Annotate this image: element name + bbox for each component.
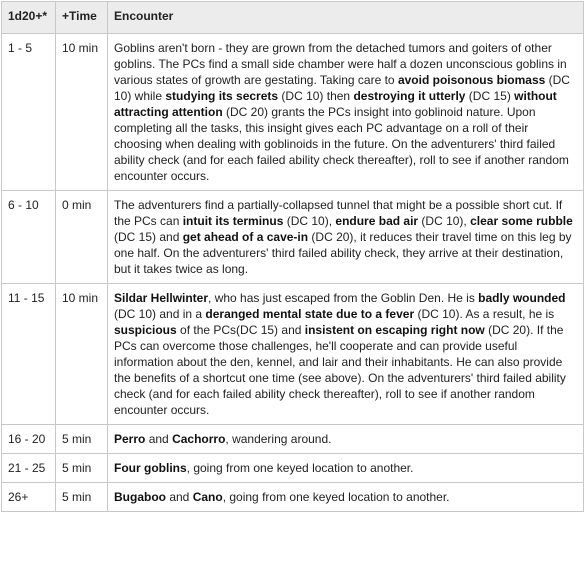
bold-phrase: insistent on escaping right now bbox=[304, 323, 485, 337]
text-run: , wandering around. bbox=[225, 432, 332, 446]
roll-cell: 26+ bbox=[2, 483, 56, 512]
text-run: and bbox=[166, 490, 193, 504]
encounter-cell bbox=[108, 454, 584, 483]
roll-cell: 16 - 20 bbox=[2, 425, 56, 454]
header-encounter: Encounter bbox=[108, 2, 584, 34]
bold-phrase: without attracting attention bbox=[114, 89, 557, 119]
text-run: of the PCs(DC 15) and bbox=[176, 323, 305, 337]
table-row bbox=[2, 191, 584, 284]
time-cell: 5 min bbox=[56, 425, 108, 454]
bold-phrase: clear some rubble bbox=[470, 214, 573, 228]
text-run: and bbox=[145, 432, 173, 446]
text-run: (DC 10) then bbox=[278, 89, 354, 103]
encounter-cell bbox=[108, 425, 584, 454]
bold-phrase: intuit its terminus bbox=[182, 214, 284, 228]
encounter-cell bbox=[108, 483, 584, 512]
text-run: (DC 15) bbox=[465, 89, 515, 103]
text-run: (DC 10), bbox=[283, 214, 336, 228]
header-time: +Time bbox=[56, 2, 108, 34]
text-run: , who has just escaped from the Goblin Den. He is bbox=[208, 291, 479, 305]
encounter-cell bbox=[108, 34, 584, 191]
text-run: , going from one keyed location to another. bbox=[222, 490, 450, 504]
bold-phrase: Perro bbox=[114, 432, 146, 446]
text-run: (DC 10), bbox=[418, 214, 471, 228]
time-cell: 5 min bbox=[56, 483, 108, 512]
bold-phrase: studying its secrets bbox=[165, 89, 279, 103]
bold-phrase: avoid poisonous biomass bbox=[397, 73, 546, 87]
text-run: The adventurers find a partially-collapsed tunnel that might be a possible short cut. If the PCs can bbox=[114, 198, 563, 228]
bold-phrase: endure bad air bbox=[335, 214, 419, 228]
text-run: (DC 20), it reduces their travel time on this leg by one half. On the adventurers' third failed ability check, they arrive at their destination, but it takes twice as long. bbox=[114, 230, 572, 276]
table-row bbox=[2, 483, 584, 512]
text-run: , going from one keyed location to another. bbox=[186, 461, 414, 475]
bold-phrase: destroying it utterly bbox=[353, 89, 466, 103]
time-cell: 10 min bbox=[56, 34, 108, 191]
text-run: (DC 10) while bbox=[114, 73, 570, 103]
text-run: (DC 20) grants the PCs insight into goblinoid nature. Upon completing all the tasks, this insight gives each PC advantage on a roll of their choosing when dealing with goblinoids in the future. On the adventurers' third failed ability check (and for each failed ability check thereafter), roll to see if another random encounter occurs. bbox=[114, 105, 569, 183]
roll-cell: 21 - 25 bbox=[2, 454, 56, 483]
time-cell: 5 min bbox=[56, 454, 108, 483]
bold-phrase: badly wounded bbox=[478, 291, 566, 305]
bold-phrase: deranged mental state due to a fever bbox=[205, 307, 415, 321]
table-row bbox=[2, 454, 584, 483]
header-row bbox=[2, 2, 584, 34]
time-cell: 0 min bbox=[56, 191, 108, 284]
encounter-cell bbox=[108, 284, 584, 425]
text-run: (DC 15) and bbox=[114, 230, 183, 244]
bold-phrase: suspicious bbox=[114, 323, 177, 337]
text-run: (DC 10) and in a bbox=[114, 307, 206, 321]
table-row bbox=[2, 34, 584, 191]
encounter-cell bbox=[108, 191, 584, 284]
roll-cell: 1 - 5 bbox=[2, 34, 56, 191]
header-roll: 1d20+* bbox=[2, 2, 56, 34]
bold-phrase: get ahead of a cave-in bbox=[182, 230, 309, 244]
bold-phrase: Cano bbox=[192, 490, 223, 504]
text-run: (DC 20). If the PCs can overcome those challenges, he'll cooperate and can provide useful information about the den, kennel, and lair and their inhabitants. He can also provide the benefits of a shortcut one time (see above). On the adventurers' third failed ability check (and for each failed ability check thereafter), roll to see if another random encounter occurs. bbox=[114, 323, 566, 417]
roll-cell: 6 - 10 bbox=[2, 191, 56, 284]
table-row bbox=[2, 425, 584, 454]
bold-phrase: Four goblins bbox=[114, 461, 187, 475]
table-row bbox=[2, 284, 584, 425]
text-run: (DC 10). As a result, he is bbox=[414, 307, 555, 321]
bold-phrase: Cachorro bbox=[172, 432, 226, 446]
bold-phrase: Bugaboo bbox=[114, 490, 166, 504]
roll-cell: 11 - 15 bbox=[2, 284, 56, 425]
time-cell: 10 min bbox=[56, 284, 108, 425]
bold-phrase: Sildar Hellwinter bbox=[114, 291, 209, 305]
text-run: Goblins aren't born - they are grown from the detached tumors and goiters of other goblins. The PCs find a small side chamber were half a dozen unconscious goblins in various states of growth are gestating. Taking care to bbox=[114, 41, 567, 87]
encounter-table bbox=[1, 1, 584, 512]
